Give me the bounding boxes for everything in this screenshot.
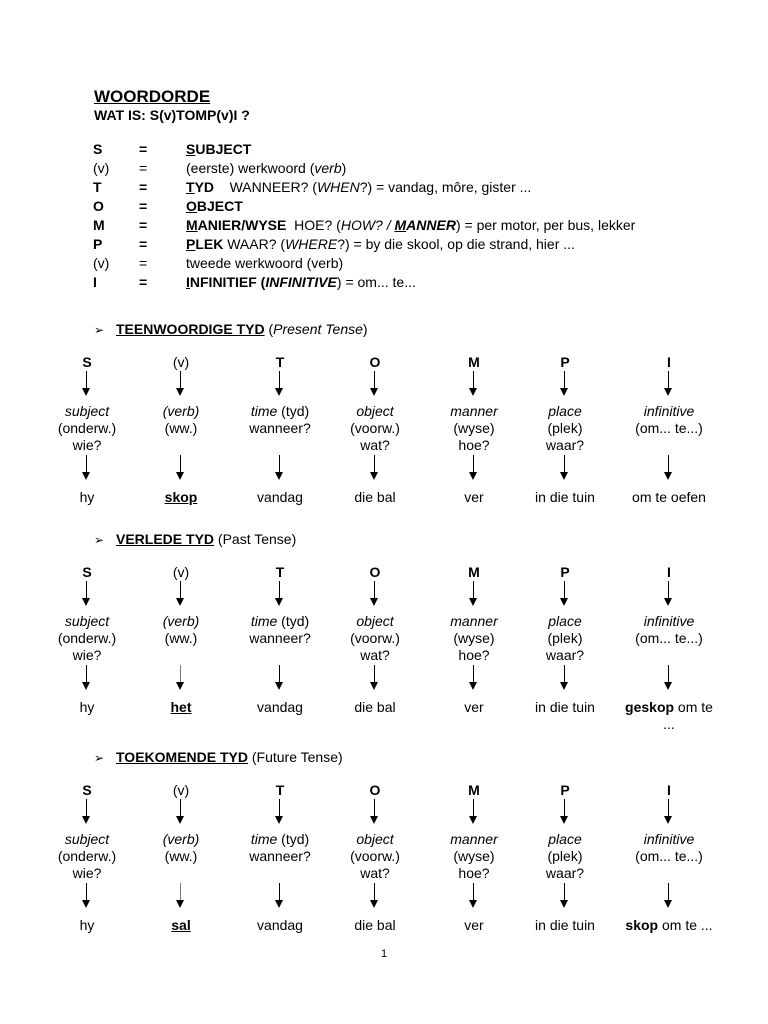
example-word (320, 917, 430, 934)
legend-equals: = (139, 160, 148, 176)
down-arrow (279, 665, 280, 683)
word-part: ver (464, 699, 484, 715)
description-line: (plek) (547, 848, 583, 864)
down-arrow (279, 799, 280, 817)
description-line: waar? (545, 437, 585, 453)
description-line (614, 437, 724, 454)
example-word (614, 699, 724, 733)
column-letter: (v) (172, 782, 190, 798)
column-letter: I (667, 564, 671, 580)
example-word (225, 699, 335, 716)
description-line (126, 437, 236, 454)
column-letter: S (82, 564, 92, 580)
column-6 (510, 564, 620, 764)
desc-af: (tyd) (277, 613, 310, 629)
column-description (614, 613, 724, 664)
description-line: (om... te...) (635, 630, 703, 646)
column-2 (126, 564, 236, 764)
column-description (510, 613, 620, 664)
column-letter: T (275, 782, 285, 798)
word-part: het (170, 699, 192, 715)
text-run: P (186, 236, 196, 252)
description-line: wat? (360, 437, 390, 453)
down-arrow (279, 883, 280, 901)
section-note-open: ( (247, 749, 257, 765)
text-run: M (186, 217, 198, 233)
text-run: S (186, 141, 196, 157)
down-arrow (180, 883, 181, 901)
word-part: skop (625, 917, 659, 933)
description-line (225, 403, 335, 420)
description-line: (verb) (162, 403, 200, 419)
example-word (614, 489, 724, 506)
legend-equals: = (139, 141, 148, 157)
description-line (225, 865, 335, 882)
word-part: vandag (257, 917, 303, 933)
section-note-open: ( (264, 321, 274, 337)
description-line: (plek) (547, 630, 583, 646)
description-line: object (356, 613, 394, 629)
down-arrow (564, 883, 565, 901)
description-line: infinitive (643, 403, 695, 419)
down-arrow (374, 455, 375, 473)
column-description (225, 831, 335, 882)
column-3 (222, 354, 335, 554)
down-arrow (180, 581, 181, 599)
column-4 (320, 564, 430, 764)
description-line: (onderw.) (57, 630, 117, 646)
description-line: manner (450, 403, 498, 419)
example-word (510, 489, 620, 506)
word-part: vandag (257, 699, 303, 715)
description-line: place (548, 403, 582, 419)
word-part: ... (663, 716, 675, 732)
legend-description (186, 140, 251, 159)
section-title: VERLEDE TYD (116, 531, 215, 547)
description-line (126, 647, 236, 664)
description-line: subject (64, 613, 110, 629)
column-description (510, 831, 620, 882)
down-arrow (374, 581, 375, 599)
word-part: om te ... (658, 917, 713, 933)
down-arrow (473, 371, 474, 389)
text-run: INFINITIVE (265, 274, 337, 290)
description-line: (wyse) (453, 420, 495, 436)
section-heading (94, 749, 343, 765)
description-line: hoe? (458, 437, 490, 453)
legend-key: (v) (93, 255, 110, 271)
example-word (225, 917, 335, 934)
description-line: wanneer? (249, 630, 311, 646)
legend-equals: = (139, 274, 148, 290)
text-run: YD (194, 179, 215, 195)
text-run: WHERE (285, 236, 338, 252)
section-note: Present Tense (273, 321, 363, 337)
section-title: TOEKOMENDE TYD (116, 749, 248, 765)
text-run: ) = om... te... (336, 274, 416, 290)
word-part: in die tuin (535, 699, 595, 715)
text-run: HOW? / (340, 217, 395, 233)
section-note-open: ( (214, 531, 223, 547)
column-description (320, 403, 430, 454)
word-part: geskop (625, 699, 675, 715)
down-arrow (86, 799, 87, 817)
column-description (320, 613, 430, 664)
down-arrow (473, 665, 474, 683)
column-letter: O (369, 564, 381, 580)
down-arrow (86, 883, 87, 901)
page-number: 1 (380, 948, 388, 960)
word-part: om te (674, 699, 713, 715)
description-line: hoe? (458, 865, 490, 881)
column-description (126, 831, 236, 882)
legend-key: P (93, 236, 103, 252)
section-note-close: ) (362, 321, 368, 337)
legend-key: O (93, 198, 104, 214)
section-title: TEENWOORDIGE TYD (116, 321, 265, 337)
text-run: BJECT (196, 198, 243, 214)
description-line: waar? (545, 647, 585, 663)
text-run: NFINITIEF ( (189, 274, 266, 290)
description-line: (voorw.) (350, 420, 400, 436)
description-line: (plek) (547, 420, 583, 436)
text-run: I (186, 274, 190, 290)
text-run: ) = per motor, per bus, lekker (455, 217, 636, 233)
description-line: (voorw.) (350, 848, 400, 864)
bullet-arrow-icon: ➢ (94, 533, 105, 547)
description-line: manner (450, 831, 498, 847)
word-part: ver (464, 917, 484, 933)
example-word (510, 699, 620, 716)
column-2 (126, 354, 236, 554)
legend-key: (v) (93, 160, 110, 176)
section-note: Past Tense (222, 531, 292, 547)
down-arrow (564, 665, 565, 683)
column-letter: M (468, 564, 480, 580)
column-6 (510, 354, 620, 554)
down-arrow (374, 665, 375, 683)
description-line: (ww.) (164, 848, 198, 864)
down-arrow (668, 371, 669, 389)
column-7 (614, 564, 724, 764)
column-description (225, 613, 335, 664)
description-line: (onderw.) (57, 420, 117, 436)
description-line: hoe? (458, 647, 490, 663)
description-line: wat? (360, 647, 390, 663)
word-part: die bal (354, 489, 396, 505)
example-word (126, 699, 236, 716)
description-line (225, 831, 335, 848)
down-arrow (86, 371, 87, 389)
column-letter: S (82, 354, 92, 370)
description-line: place (548, 831, 582, 847)
description-line: (verb) (162, 613, 200, 629)
description-line (225, 647, 335, 664)
description-line: (voorw.) (350, 630, 400, 646)
column-letter: P (560, 564, 570, 580)
section-note-close: ) (291, 531, 297, 547)
legend-description (186, 216, 635, 235)
text-run: WANNEER? ( (214, 179, 317, 195)
text-run: ANNER (406, 217, 456, 233)
down-arrow (473, 799, 474, 817)
description-line: waar? (545, 865, 585, 881)
column-description (510, 403, 620, 454)
example-word (126, 917, 236, 934)
description-line: (verb) (162, 831, 200, 847)
down-arrow (473, 883, 474, 901)
word-part: hy (79, 917, 95, 933)
down-arrow (180, 665, 181, 683)
text-run: ?) = vandag, môre, gister ... (359, 179, 532, 195)
down-arrow (86, 455, 87, 473)
word-part: skop (164, 489, 198, 505)
down-arrow (473, 455, 474, 473)
description-line: wie? (72, 865, 102, 881)
legend-key: M (93, 217, 105, 233)
text-run: LEK (195, 236, 224, 252)
text-run: ) (341, 160, 347, 176)
description-line: infinitive (643, 613, 695, 629)
legend-key: T (93, 179, 102, 195)
word-part: ver (464, 489, 484, 505)
down-arrow (564, 371, 565, 389)
down-arrow (668, 665, 669, 683)
legend-equals: = (139, 236, 148, 252)
description-line (225, 437, 335, 454)
description-line: (om... te...) (635, 420, 703, 436)
column-description (225, 403, 335, 454)
column-letter: P (560, 354, 570, 370)
column-description (614, 403, 724, 454)
description-line (225, 613, 335, 630)
word-part: hy (79, 489, 95, 505)
text-run: ANIER/WYSE (197, 217, 287, 233)
example-word (225, 489, 335, 506)
desc-en: time (250, 403, 278, 419)
column-letter: T (275, 354, 285, 370)
description-line: (ww.) (164, 420, 198, 436)
column-description (614, 831, 724, 882)
text-run: verb (314, 160, 342, 176)
column-letter: O (369, 782, 381, 798)
bullet-arrow-icon: ➢ (94, 751, 105, 765)
desc-af: (tyd) (277, 403, 310, 419)
column-letter: I (667, 354, 671, 370)
column-7 (614, 354, 724, 554)
column-letter: S (82, 782, 92, 798)
word-part: die bal (354, 699, 396, 715)
word-part: hy (79, 699, 95, 715)
column-description (320, 831, 430, 882)
column-description (126, 403, 236, 454)
description-line: (wyse) (453, 630, 495, 646)
text-run: WHEN (316, 179, 360, 195)
down-arrow (668, 581, 669, 599)
legend-equals: = (139, 179, 148, 195)
description-line: (wyse) (453, 848, 495, 864)
legend-equals: = (139, 217, 148, 233)
word-part: sal (171, 917, 191, 933)
legend-description (186, 235, 575, 254)
column-letter: M (468, 354, 480, 370)
legend-equals: = (139, 198, 148, 214)
down-arrow (180, 455, 181, 473)
word-part: die bal (354, 917, 396, 933)
description-line: object (356, 831, 394, 847)
column-letter: T (275, 564, 285, 580)
down-arrow (374, 371, 375, 389)
description-line (614, 865, 724, 882)
description-line: infinitive (643, 831, 695, 847)
word-part: vandag (257, 489, 303, 505)
text-run: WAAR? ( (223, 236, 286, 252)
desc-en: time (250, 831, 278, 847)
text-run: ?) = by die skool, op die strand, hier ... (337, 236, 575, 252)
legend-key: I (93, 274, 97, 290)
description-line: (ww.) (164, 630, 198, 646)
text-run: tweede werkwoord (verb) (186, 255, 344, 271)
column-3 (225, 564, 335, 764)
description-line (614, 647, 724, 664)
down-arrow (180, 799, 181, 817)
word-part: in die tuin (535, 489, 595, 505)
description-line: (om... te...) (635, 848, 703, 864)
desc-af: (tyd) (277, 831, 310, 847)
column-letter: M (468, 782, 480, 798)
column-4 (320, 354, 430, 554)
example-word (614, 917, 724, 934)
text-run: M (394, 217, 407, 233)
column-description (126, 613, 236, 664)
down-arrow (86, 581, 87, 599)
down-arrow (668, 455, 669, 473)
down-arrow (668, 799, 669, 817)
section-heading (94, 321, 368, 337)
column-letter: (v) (172, 564, 190, 580)
down-arrow (564, 581, 565, 599)
down-arrow (668, 883, 669, 901)
text-run: (eerste) werkwoord ( (186, 160, 315, 176)
example-word (320, 489, 430, 506)
description-line: subject (64, 403, 110, 419)
description-line: place (548, 613, 582, 629)
section-note-close: ) (338, 749, 343, 765)
legend-description (186, 178, 531, 197)
column-letter: I (667, 782, 671, 798)
example-word (510, 917, 620, 934)
text-run: UBJECT (195, 141, 252, 157)
section-heading (94, 531, 296, 547)
down-arrow (86, 665, 87, 683)
text-run: HOE? ( (286, 217, 341, 233)
down-arrow (564, 455, 565, 473)
column-letter: (v) (172, 354, 190, 370)
legend-equals: = (139, 255, 148, 271)
down-arrow (374, 883, 375, 901)
section-note: Future Tense (256, 749, 339, 765)
text-run: O (186, 198, 197, 214)
bullet-arrow-icon: ➢ (94, 323, 105, 337)
legend-description (186, 273, 416, 292)
example-word (320, 699, 430, 716)
description-line: subject (64, 831, 110, 847)
down-arrow (279, 581, 280, 599)
example-word (126, 489, 236, 506)
down-arrow (180, 371, 181, 389)
down-arrow (279, 455, 280, 473)
legend-key: S (93, 141, 103, 157)
description-line: object (356, 403, 394, 419)
document-title: WOORDORDE (94, 87, 211, 106)
word-part: om te oefen (632, 489, 706, 505)
document-subtitle: WAT IS: S(v)TOMP(v)I ? (94, 107, 250, 123)
down-arrow (564, 799, 565, 817)
column-letter: P (560, 782, 570, 798)
description-line: (onderw.) (57, 848, 117, 864)
legend-description (186, 159, 346, 178)
description-line: wat? (360, 865, 390, 881)
column-letter: O (369, 354, 381, 370)
description-line: manner (450, 613, 498, 629)
down-arrow (279, 371, 280, 389)
description-line: wie? (72, 647, 102, 663)
description-line: wie? (72, 437, 102, 453)
description-line: wanneer? (249, 848, 311, 864)
down-arrow (374, 799, 375, 817)
text-run: T (186, 179, 195, 195)
legend-description (186, 197, 243, 216)
word-part: in die tuin (535, 917, 595, 933)
desc-en: time (250, 613, 278, 629)
down-arrow (473, 581, 474, 599)
legend-description (186, 254, 343, 273)
description-line (126, 865, 236, 882)
description-line: wanneer? (249, 420, 311, 436)
